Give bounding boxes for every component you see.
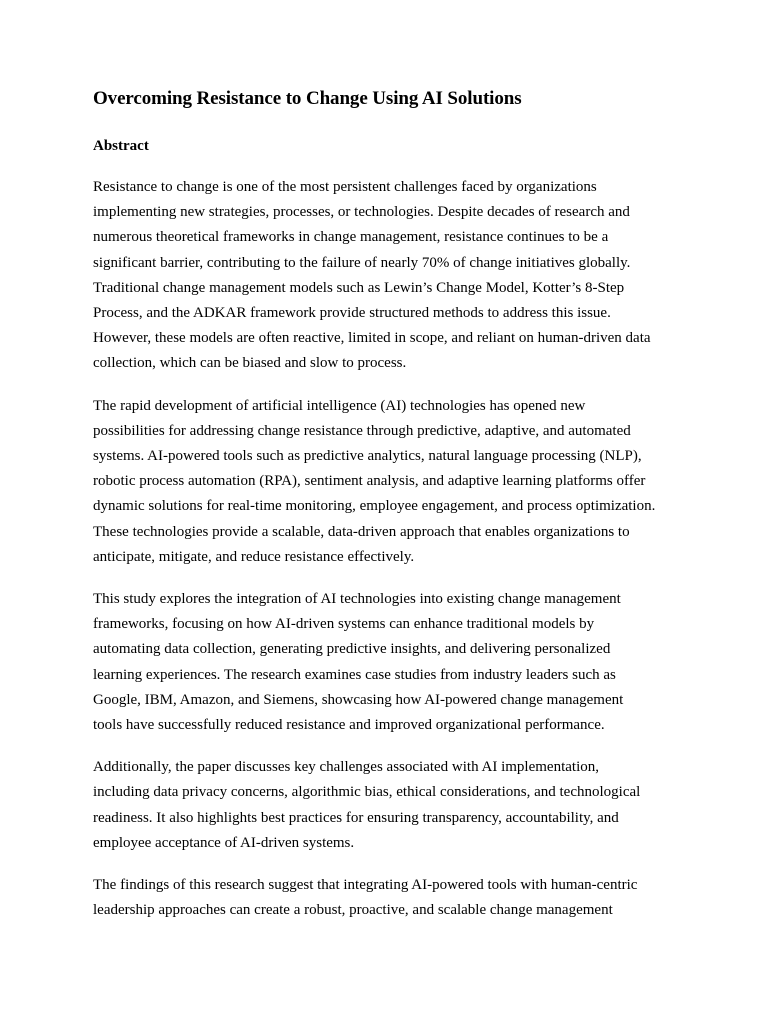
- paragraph-line: automating data collection, generating predictive insights, and delivering personalized: [93, 641, 611, 658]
- paragraph-line: readiness. It also highlights best practices for ensuring transparency, accountability, and: [93, 809, 619, 826]
- paragraph-line: These technologies provide a scalable, data-driven approach that enables organizations to: [93, 523, 630, 540]
- document-title: Overcoming Resistance to Change Using AI Solutions: [93, 88, 522, 109]
- abstract-paragraph: [93, 587, 683, 738]
- abstract-heading: Abstract: [93, 138, 149, 154]
- paragraph-line: dynamic solutions for real-time monitoring, employee engagement, and process optimization.: [93, 498, 656, 515]
- paragraph-line: The findings of this research suggest that integrating AI-powered tools with human-centric: [93, 877, 638, 894]
- paragraph-line: employee acceptance of AI-driven systems.: [93, 834, 355, 851]
- paragraph-line: However, these models are often reactive, limited in scope, and reliant on human-driven data: [93, 330, 651, 347]
- paragraph-line: robotic process automation (RPA), sentiment analysis, and adaptive learning platforms offer: [93, 473, 646, 490]
- paragraph-line: including data privacy concerns, algorithmic bias, ethical considerations, and technological: [93, 784, 641, 801]
- paragraph-line: numerous theoretical frameworks in change management, resistance continues to be a: [93, 229, 609, 246]
- abstract-paragraph: [93, 394, 683, 570]
- paragraph-line: frameworks, focusing on how AI-driven systems can enhance traditional models by: [93, 616, 595, 633]
- paragraph-line: Traditional change management models such as Lewin’s Change Model, Kotter’s 8-Step: [93, 279, 625, 296]
- paragraph-line: systems. AI-powered tools such as predictive analytics, natural language processing (NLP),: [93, 448, 642, 465]
- paragraph-line: This study explores the integration of AI technologies into existing change management: [93, 591, 621, 608]
- paragraph-line: Google, IBM, Amazon, and Siemens, showcasing how AI-powered change management: [93, 691, 624, 708]
- paragraph-line: collection, which can be biased and slow to process.: [93, 355, 407, 372]
- paragraph-line: Additionally, the paper discusses key challenges associated with AI implementation,: [93, 759, 599, 776]
- paragraph-line: learning experiences. The research examines case studies from industry leaders such as: [93, 666, 616, 683]
- document-page: [93, 86, 683, 923]
- abstract-paragraph: [93, 755, 683, 856]
- paragraph-line: The rapid development of artificial intelligence (AI) technologies has opened new: [93, 397, 586, 414]
- abstract-paragraph: [93, 175, 683, 377]
- paragraph-line: tools have successfully reduced resistance and improved organizational performance.: [93, 717, 605, 734]
- paragraph-line: Resistance to change is one of the most persistent challenges faced by organizations: [93, 179, 597, 195]
- paragraph-line: possibilities for addressing change resistance through predictive, adaptive, and automated: [93, 422, 631, 439]
- paragraph-line: leadership approaches can create a robust, proactive, and scalable change management: [93, 902, 613, 919]
- paragraph-line: Process, and the ADKAR framework provide structured methods to address this issue.: [93, 305, 611, 322]
- paragraph-line: anticipate, mitigate, and reduce resistance effectively.: [93, 548, 415, 565]
- paragraph-line: implementing new strategies, processes, or technologies. Despite decades of research and: [93, 204, 630, 221]
- abstract-paragraph: [93, 873, 683, 923]
- paragraph-line: significant barrier, contributing to the failure of nearly 70% of change initiatives globally.: [93, 254, 631, 271]
